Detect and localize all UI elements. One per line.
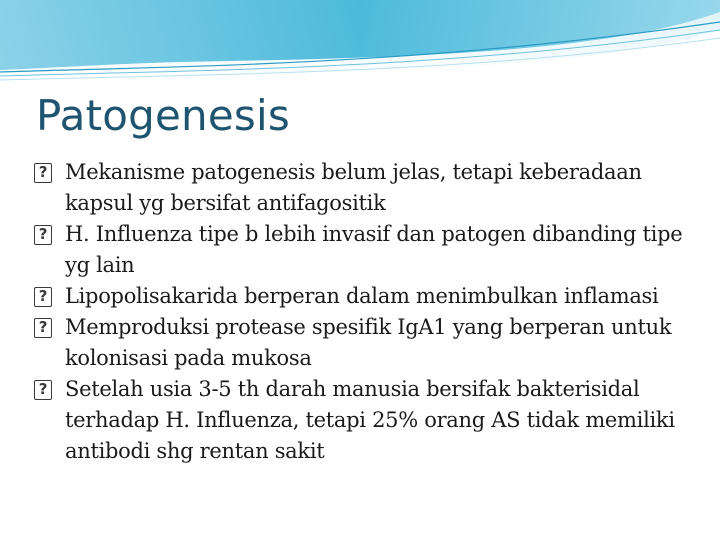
bullet-placeholder-icon: ? xyxy=(34,163,52,183)
list-item xyxy=(34,219,710,281)
bullet-text: Memproduksi protease spesifik IgA1 yang berperan untuk kolonisasi pada mukosa xyxy=(65,315,672,370)
bullet-placeholder-icon: ? xyxy=(34,225,52,245)
bullet-text: Mekanisme patogenesis belum jelas, tetapi keberadaan kapsul yg bersifat antifagositik xyxy=(65,160,642,215)
bullet-placeholder-icon: ? xyxy=(34,287,52,307)
list-item xyxy=(34,312,710,374)
list-item xyxy=(34,281,710,312)
list-item xyxy=(34,374,710,467)
bullet-text: H. Influenza tipe b lebih invasif dan patogen dibanding tipe yg lain xyxy=(65,222,683,277)
bullet-list xyxy=(34,157,710,467)
header-wave-decoration xyxy=(0,0,720,90)
bullet-text: Lipopolisakarida berperan dalam menimbulkan inflamasi xyxy=(65,284,659,308)
bullet-text: Setelah usia 3-5 th darah manusia bersifak bakterisidal terhadap H. Influenza, tetapi 25% orang AS tidak memiliki antibodi shg rentan sakit xyxy=(65,377,675,463)
page-title: Patogenesis xyxy=(36,91,290,140)
bullet-placeholder-icon: ? xyxy=(34,318,52,338)
bullet-placeholder-icon: ? xyxy=(34,380,52,400)
list-item xyxy=(34,157,710,219)
